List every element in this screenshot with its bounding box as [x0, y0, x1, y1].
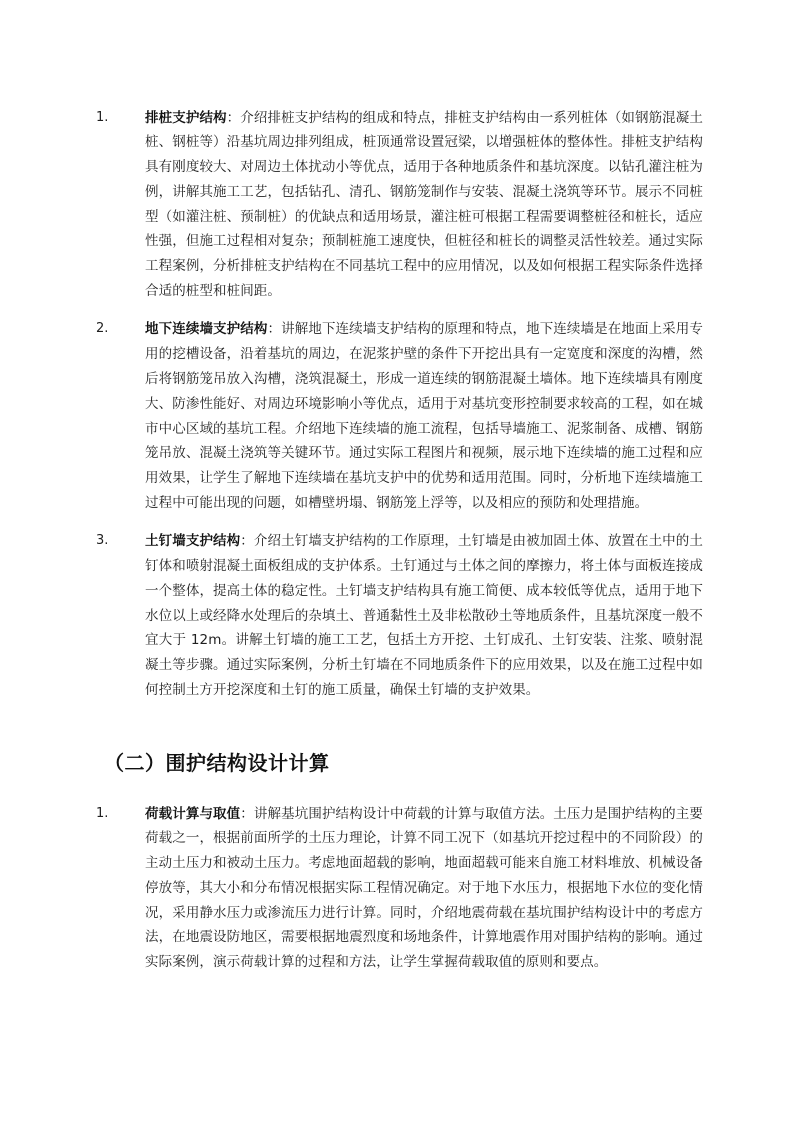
section-heading: （二）围护结构设计计算 [104, 751, 330, 775]
list-term: 土钉墙支护结构 [145, 533, 241, 550]
list-number: 1. [96, 805, 109, 821]
list-paragraph [145, 317, 703, 515]
list-item-load-calculation [0, 802, 794, 976]
list-number: 3. [96, 533, 109, 549]
design-calculation-list [0, 788, 794, 989]
list-paragraph [145, 529, 703, 703]
list-item-diaphragm-wall [0, 317, 794, 515]
list-paragraph [145, 802, 703, 976]
list-term: 地下连续墙支护结构 [145, 321, 268, 338]
list-text: ：讲解地下连续墙支护结构的原理和特点，地下连续墙是在地面上采用专用的挖槽设备，沿着基坑的周边，在泥浆护壁的条件下开挖出具有一定宽度和深度的沟槽，然后将钢筋笼吊放入沟槽，浇筑混凝土，形成一道连续的钢筋混凝土墙体。地下连续墙具有刚度大、防渗性能好、对周边环境影响小等优点，适用于对基坑变形控制要求较高的工程，如在城市中心区域的基坑工程。介绍地下连续墙的施工流程，包括导墙施工、泥浆制备、成槽、钢筋笼吊放、混凝土浇筑等关键环节。通过实际工程图片和视频，展示地下连续墙的施工过程和应用效果，让学生了解地下连续墙在基坑支护中的优势和适用范围。同时，分析地下连续墙施工过程中可能出现的问题，如槽壁坍塌、钢筋笼上浮等，以及相应的预防和处理措施。 [145, 321, 704, 511]
list-item-pile-support [0, 106, 794, 304]
list-paragraph [145, 106, 703, 304]
list-number: 1. [96, 109, 109, 125]
list-item-soil-nail-wall [0, 529, 794, 703]
list-text: ：介绍排桩支护结构的组成和特点，排桩支护结构由一系列桩体（如钢筋混凝土桩、钢桩等）沿基坑周边排列组成，桩顶通常设置冠梁，以增强桩体的整体性。排桩支护结构具有刚度较大、对周边土体扰动小等优点，适用于各种地质条件和基坑深度。以钻孔灌注桩为例，讲解其施工工艺，包括钻孔、清孔、钢筋笼制作与安装、混凝土浇筑等环节。展示不同桩型（如灌注桩、预制桩）的优缺点和适用场景，灌注桩可根据工程需要调整桩径和桩长，适应性强，但施工过程相对复杂；预制桩施工速度快，但桩径和桩长的调整灵活性较差。通过实际工程案例，分析排桩支护结构在不同基坑工程中的应用情况，以及如何根据工程实际条件选择合适的桩型和桩间距。 [145, 109, 704, 300]
list-text: ：讲解基坑围护结构设计中荷载的计算与取值方法。土压力是围护结构的主要荷载之一，根据前面所学的土压力理论，计算不同工况下（如基坑开挖过程中的不同阶段）的主动土压力和被动土压力。考虑地面超载的影响，地面超载可能来自施工材料堆放、机械设备停放等，其大小和分布情况根据实际工程情况确定。对于地下水压力，根据地下水位的变化情况，采用静水压力或渗流压力进行计算。同时，介绍地震荷载在基坑围护结构设计中的考虑方法，在地震设防地区，需要根据地震烈度和场地条件，计算地震作用对围护结构的影响。通过实际案例，演示荷载计算的过程和方法，让学生掌握荷载取值的原则和要点。 [145, 805, 704, 971]
list-number: 2. [96, 321, 109, 337]
list-term: 排桩支护结构 [145, 109, 227, 126]
support-structure-list [0, 92, 794, 716]
list-text: ：介绍土钉墙支护结构的工作原理，土钉墙是由被加固土体、放置在土中的土钉体和喷射混凝土面板组成的支护体系。土钉通过与土体之间的摩擦力，将土体与面板连接成一个整体，提高土体的稳定性。土钉墙支护结构具有施工简便、成本较低等优点，适用于地下水位以上或经降水处理后的杂填土、普通黏性土及非松散砂土等地质条件，且基坑深度一般不宜大于 12m。讲解土钉墙的施工工艺，包括土方开挖、土钉成孔、土钉安装、注浆、喷射混凝土等步骤。通过实际案例，分析土钉墙在不同地质条件下的应用效果，以及在施工过程中如何控制土方开挖深度和土钉的施工质量，确保土钉墙的支护效果。 [145, 533, 704, 699]
list-term: 荷载计算与取值 [145, 805, 241, 822]
